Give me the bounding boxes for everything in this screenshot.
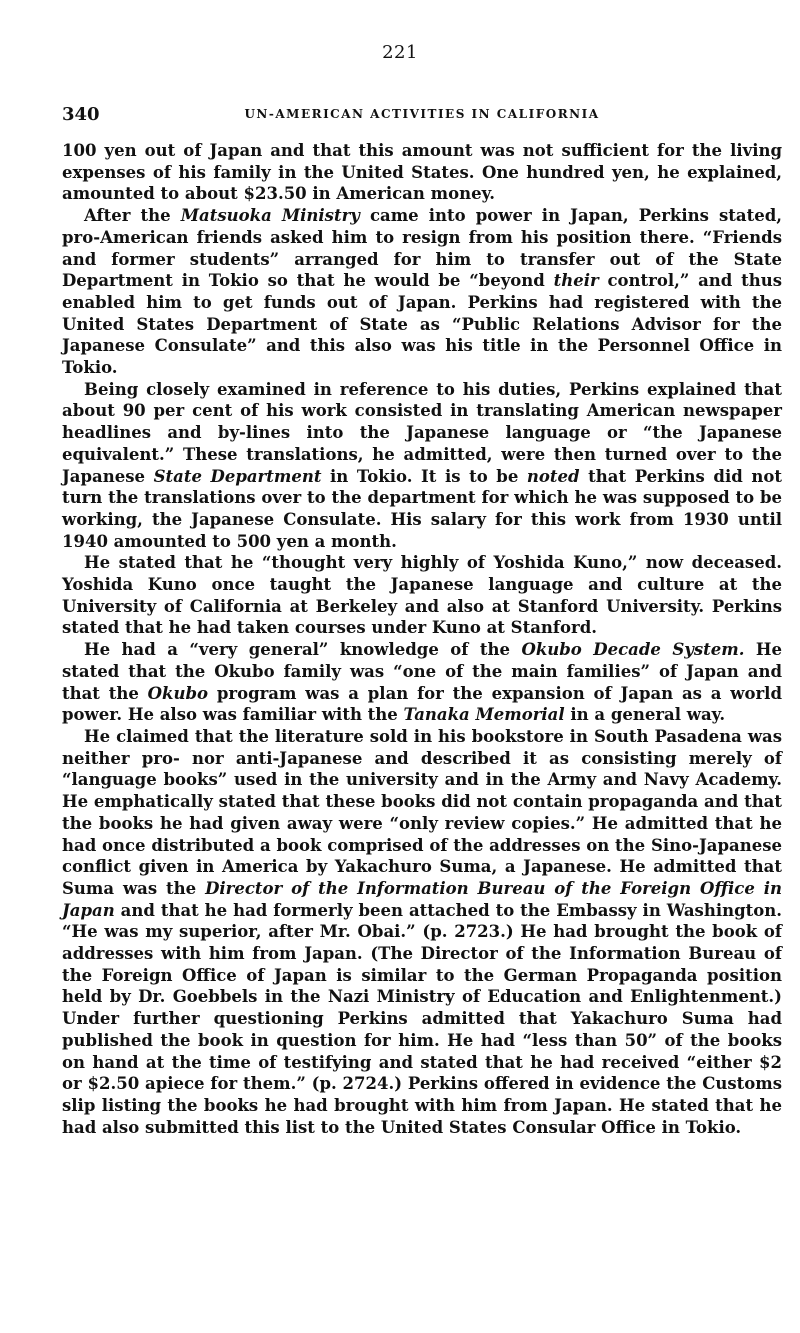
paragraph bbox=[62, 726, 782, 1138]
header-page-number: 340 bbox=[62, 104, 100, 125]
text-run: He stated that he “thought very highly of Yoshida Kuno,” now deceased. Yoshida Kuno once taught the Japanese language and culture at the University of California at Berkeley and also at Stanford University. Perkins stated that he had taken courses under Kuno at Stanford. bbox=[62, 553, 782, 638]
italic-text: Okubo Decade System. bbox=[521, 640, 745, 660]
text-run: He stated that the Okubo family was “one of the main families” of Japan and that the bbox=[62, 640, 783, 703]
italic-text: Director of the Information Bureau of the Foreign Office in Japan bbox=[62, 878, 782, 920]
running-title: UN-AMERICAN ACTIVITIES IN CALIFORNIA bbox=[244, 107, 600, 121]
italic-text: their bbox=[553, 271, 599, 291]
italic-text: noted bbox=[526, 466, 580, 486]
paragraph bbox=[62, 205, 782, 379]
text-run: He had a “very general” knowledge of the bbox=[84, 640, 522, 660]
italic-text: State Department bbox=[153, 466, 322, 486]
text-run: in a general way. bbox=[564, 705, 726, 725]
running-header bbox=[62, 104, 782, 130]
text-run: He claimed that the literature sold in his bookstore in South Pasadena was neither pro- nor anti-Japanese and described it as consisting merely of “language books” used in the university and in the Army and Navy Academy. He emphatically stated that these books did not contain propaganda and that the books he had given away were “only review copies.” He admitted that he had once distributed a book comprised of the addresses on the Sino-Japanese conflict given in America by Yakachuro Suma, a Japanese. He admitted that Suma was the bbox=[62, 726, 782, 898]
italic-text: Matsuoka Ministry bbox=[180, 206, 360, 226]
text-run: Being closely examined in reference to his duties, Perkins explained that about 90 per cent of his work consisted in translating American newspaper headlines and by-lines into the Japanese language or “the Japanese equivalent.” These translations, he admitted, were then turned over to the Japanese bbox=[62, 379, 782, 486]
italic-text: Tanaka Memorial bbox=[403, 705, 565, 725]
italic-text: Okubo bbox=[147, 683, 209, 703]
paragraph bbox=[62, 140, 782, 205]
text-run: control,” and thus enabled him to get funds out of Japan. Perkins had registered with the United States Department of State as “Public Relations Advisor for the Japanese Consulate” and this also was his title in the Personnel Office in Tokio. bbox=[62, 271, 783, 378]
paragraph bbox=[62, 552, 782, 639]
body-text bbox=[62, 140, 782, 1138]
text-run: and that he had formerly been attached to the Embassy in Washington. “He was my superior, after Mr. Obai.” (p. 2723.) He had brought the book of addresses with him from Japan. (The Director of the Information Bureau of the Foreign Office of Japan is similar to the German Propaganda position held by Dr. Goebbels in the Nazi Ministry of Education and Enlightenment.) Under further questioning Perkins admitted that Yakachuro Suma had published the book in question for him. He had “less than 50” of the books on hand at the time of testifying and stated that he had received “either $2 or $2.50 apiece for them.” (p. 2724.) Perkins offered in evidence the Customs slip listing the books he had brought with him from Japan. He stated that he had also submitted this list to the United States Consular Office in Tokio. bbox=[62, 900, 782, 1137]
text-run: 100 yen out of Japan and that this amount was not sufficient for the living expenses of his family in the United States. One hundred yen, he explained, amounted to about $23.50 in American money. bbox=[62, 141, 782, 204]
paragraph bbox=[62, 639, 782, 726]
text-run: After the bbox=[84, 206, 181, 226]
text-run: came into power in Japan, Perkins stated, pro-American friends asked him to resign from his position there. “Friends and former students” arranged for him to transfer out of the State Department in Tokio so that he would be “beyond bbox=[62, 206, 783, 291]
text-run: program was a plan for the expansion of Japan as a world power. He also was familiar with the bbox=[62, 683, 782, 725]
top-page-number: 221 bbox=[382, 42, 418, 63]
paragraph bbox=[62, 379, 782, 553]
text-run: that Perkins did not turn the translations over to the department for which he was supposed to be working, the Japanese Consulate. His salary for this work from 1930 until 1940 amounted to 500 yen a month. bbox=[62, 466, 782, 551]
text-run: in Tokio. It is to be bbox=[321, 466, 527, 486]
